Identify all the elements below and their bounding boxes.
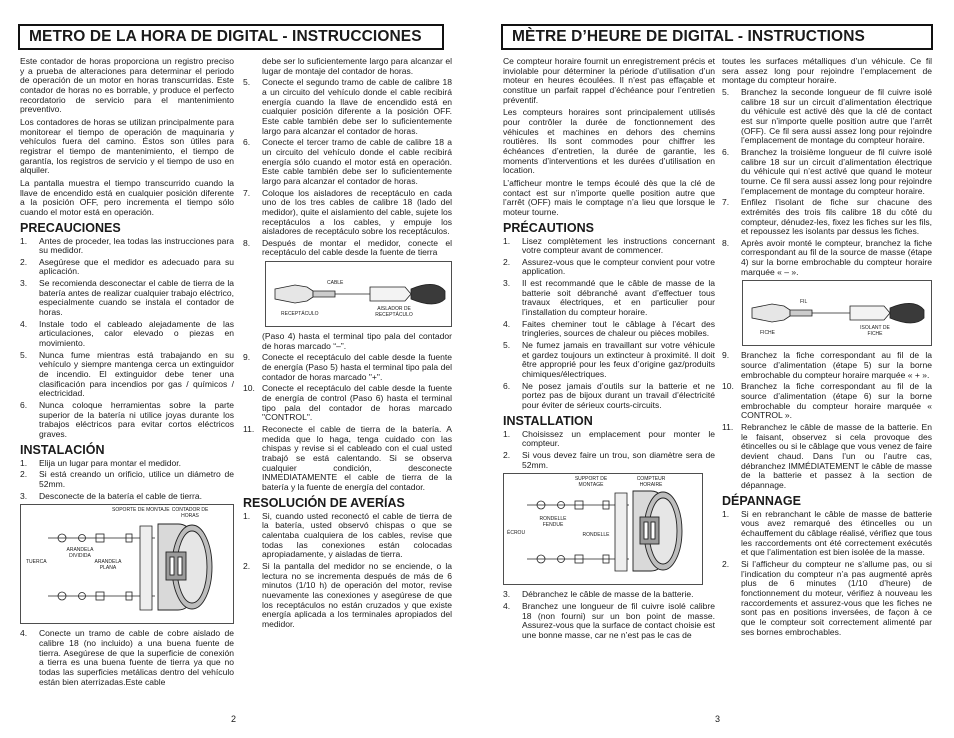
item-text: Nunca fume mientras está trabajando en su vehículo y siempre mantenga cerca un extinguidor de incendio. El extinguidor debe tener una clasificación para incendios por gas / químicos / electricidad. — [39, 349, 234, 399]
item-number: 3. — [20, 278, 28, 289]
continued-text: toutes les surfaces métalliques d’un véhicule. Ce fil sera assez long pour rejoindre l’emplacement de montage du compteur horaire. — [722, 56, 932, 86]
item-number: 8. — [722, 237, 730, 248]
list-item — [243, 425, 452, 493]
item-text: Branchez la seconde longueur de fil cuivre isolé calibre 18 sur un circuit d’alimentation électrique du véhicule est activé dès que la clé de contact est sur n’importe quelle position autre que l’arrêt (OFF). Ce fil sera aussi assez long pour rejoindre l’emplacement de montage du compteur horaire. — [741, 86, 932, 146]
resolucion-list — [243, 512, 452, 630]
installation-list-a — [503, 430, 715, 471]
continued-text: debe ser lo suficientemente largo para alcanzar el lugar de montaje del contador de horas. — [262, 56, 452, 76]
section-heading-depannage: DÉPANNAGE — [722, 493, 801, 508]
item-number: 6. — [503, 380, 511, 391]
item-number: 2. — [20, 256, 28, 267]
list-item — [20, 470, 234, 489]
list-item — [20, 459, 234, 469]
intro — [503, 57, 715, 218]
item-text: Conecte un tramo de cable de cobre aislado de calibre 18 (no incluido) a una buena fuente de tierra. Asegúrese de que la superficie de conexión a tierra es una buena fuente de tierra ya que no todas las superficies metálicas dentro del vehículo están bien aterrizadas.Este cable — [39, 628, 234, 687]
item-text: Si vous devez faire un trou, son diamètre sera de 52mm. — [522, 449, 715, 470]
item-number: 1. — [20, 235, 28, 246]
list-item — [503, 341, 715, 380]
paragraph: L’afficheur montre le temps écoulé dès que la clé de contact est sur n’importe quelle position autre que l’arrêt (OFF) mais le comptage n’a lieu que lorsque le moteur tourne. — [503, 177, 715, 217]
instalacion-list-a — [20, 459, 234, 502]
column-1 — [503, 57, 715, 643]
list-item — [243, 353, 452, 382]
item-number: 1. — [722, 508, 730, 519]
paragraph: Ce compteur horaire fournit un enregistrement précis et inviolable pour déterminer la période d’utilisation d’un moteur en heures écoulées. Il n’est pas effaçable et constitue un parfait rappel d’échéance pour l’entretien préventif. — [503, 56, 715, 105]
label-nut: TUERCA — [26, 559, 47, 566]
page-title: MÈTRE D’HEURE DE DIGITAL - INSTRUCTIONS — [501, 24, 933, 50]
receptacle-diagram — [742, 280, 932, 346]
list-item — [20, 258, 234, 277]
list-item — [503, 590, 715, 600]
item-number: 3. — [20, 490, 28, 501]
item-number: 3. — [503, 589, 511, 600]
section-heading-resolucion: RESOLUCIÓN DE AVERÍAS — [243, 495, 405, 510]
item-text: Branchez une longueur de fil cuivre isolé calibre 18 (non fourni) sur un bon point de masse. Assurez-vous que la surface de contact choisie est une bonne masse, car ne n’est pas le cas de — [522, 600, 715, 640]
mounting-diagram — [503, 473, 703, 585]
page-title: METRO DE LA HORA DE DIGITAL - INSTRUCCIONES — [18, 24, 444, 50]
item-text: Branchez la fiche correspondant au fil de la source d’alimentation (étape 6) sur la borne embrochable du compteur horaire marquée « CONTROL ». — [741, 381, 932, 421]
item-text: Desconecte de la batería el cable de tierra. — [39, 490, 202, 501]
item-number: 4. — [503, 318, 511, 329]
list-item — [243, 138, 452, 186]
list-item — [722, 423, 932, 491]
label-split-washer: ARANDELA DIVIDIDA — [66, 547, 94, 559]
continued-text-2: (Paso 4) hasta el terminal tipo pala del contador de horas marcado “–”. — [262, 331, 452, 351]
item-text: Assurez-vous que le compteur convient pour votre application. — [522, 256, 715, 277]
item-number: 11. — [243, 424, 255, 435]
label-receptacle: RECEPTÁCULO — [281, 311, 319, 318]
item-number: 7. — [243, 187, 251, 198]
item-number: 10. — [722, 381, 734, 392]
item-number: 2. — [243, 560, 251, 571]
item-number: 6. — [722, 146, 730, 157]
label-flat-washer: RONDELLE — [582, 532, 610, 539]
label-cable: CABLE — [327, 280, 344, 287]
installation-list-c — [722, 88, 932, 277]
list-item — [243, 562, 452, 630]
label-receptacle: FICHE — [760, 330, 775, 337]
list-item — [503, 258, 715, 277]
list-item — [503, 451, 715, 470]
page-number: 2 — [231, 714, 237, 724]
item-number: 11. — [722, 422, 734, 433]
item-number: 4. — [503, 600, 511, 611]
mounting-diagram — [20, 504, 234, 624]
section-heading-installation: INSTALLATION — [503, 413, 593, 428]
item-text: Après avoir monté le compteur, branchez la fiche correspondant au fil de la source de masse (étape 4) sur la borne embrochable du compteur horaire marquée « – ». — [741, 237, 932, 277]
list-item — [722, 148, 932, 196]
list-item — [20, 351, 234, 399]
item-number: 3. — [503, 278, 511, 289]
instalacion-list-b — [20, 629, 234, 687]
item-text: Conecte el segundo tramo de cable de calibre 18 a un circuito del vehículo donde el cable recibirá energía cuando la llave de encendido está en cualquier posición diferente a la posición OFF. Este cable también debe ser lo suficientemente largo para alcanzar el contador de horas. — [262, 77, 452, 136]
list-item — [722, 198, 932, 237]
item-text: Choisissez un emplacement pour monter le compteur. — [522, 428, 715, 449]
instalacion-list-c — [243, 78, 452, 258]
item-number: 6. — [243, 137, 251, 148]
item-text: Ne posez jamais d’outils sur la batterie et ne portez pas de bijoux durant un travail d’électricité pour éviter de sérieux courts-circuits. — [522, 380, 715, 410]
item-number: 8. — [243, 237, 251, 248]
list-item — [722, 560, 932, 637]
item-text: Il est recommandé que le câble de masse de la batterie soit débranché avant d’effectuer tous travaux électriques, et en particulier pour l’installation du compteur horaire. — [522, 278, 715, 318]
paragraph: Les compteurs horaires sont principalement utilisés pour contrôler la durée de fonctionnement des véhicules et machines en dehors des chemins routières. Ils sont commodes pour chiffrer les échéances d’entretien, la durée de garantie, les moments d’interventions et les durées d’utilisation en location. — [503, 107, 715, 176]
item-number: 9. — [722, 350, 730, 361]
list-item — [243, 512, 452, 560]
item-text: Instale todo el cableado alejadamente de las articulaciones, calor elevado o piezas en movimiento. — [39, 318, 234, 349]
item-text: Si en rebranchant le câble de masse de batterie vous avez remarqué des étincelles ou un échauffement du câblage réalisé, vérifiez que tous les raccordements ont été correctement exécutés et que l’alimentation est bien isolée de la masse. — [741, 508, 932, 558]
item-text: Reconecte el cable de tierra de la batería. A medida que lo haga, tenga cuidado con las chispas y revise si el cableado con el cual usted trabajó se está calentando. Si se observa cualquier condición, desconecte INMEDIATAMENTE el cable de tierra de la batería y la fuente de energía del contador. — [262, 424, 452, 492]
item-number: 10. — [243, 383, 255, 394]
list-item — [503, 320, 715, 339]
item-text: Conecte el receptáculo del cable desde la fuente de energía de control (Paso 6) hasta el terminal tipo pala del contador de horas marcado "CONTROL". — [262, 383, 452, 423]
item-text: Conecte el receptáculo del cable desde la fuente de energía (Paso 5) hasta el terminal tipo pala del contador de horas marcado "+". — [262, 352, 452, 382]
item-number: 1. — [20, 457, 28, 468]
item-number: 5. — [20, 349, 28, 360]
item-text: Después de montar el medidor, conecte el receptáculo del cable desde la fuente de tierra — [262, 237, 452, 258]
item-number: 1. — [503, 428, 511, 439]
item-text: Branchez la troisième longueur de fil cuivre isolé calibre 18 sur un circuit d’alimentation électrique du véhicule qui n’est activé que quand le moteur tourne. Ce fil sera aussi assez long pour rejoindre l’emplacement de montage du compteur horaire. — [741, 146, 932, 196]
label-cable: FIL — [800, 299, 808, 306]
item-text: Ne fumez jamais en travaillant sur votre véhicule et gardez toujours un extincteur à proximité. Il doit être approprié pour les feux d’origine gaz/produits chimiques/électriques. — [522, 340, 715, 380]
installation-list-d — [722, 351, 932, 490]
item-number: 5. — [722, 86, 730, 97]
column-1 — [20, 57, 234, 689]
label-insulator: ISOLANT DE FICHE — [860, 325, 890, 338]
column-2 — [243, 57, 452, 632]
label-meter: CONTADOR DE HORAS — [171, 507, 209, 519]
section-heading-precautions: PRÉCAUTIONS — [503, 220, 594, 235]
list-item — [243, 239, 452, 258]
item-text: Lisez complètement les instructions concernant votre compteur avant de commencer. — [522, 235, 715, 256]
section-heading-precauciones: PRECAUCIONES — [20, 220, 121, 235]
paragraph: Los contadores de horas se utilizan principalmente para monitorear el tiempo de operación de maquinaria y vehículos fuera del camino. Éstos son útiles para registrar el tiempo de mantenimiento, el tiempo de garantía, los registros de servicio y el tiempo de uso en alquiler. — [20, 116, 234, 176]
item-text: Branchez la fiche correspondant au fil de la source d’alimentation (étape 5) sur la borne embrochable du compteur horaire marquée « + ». — [741, 350, 932, 380]
label-meter: COMPTEUR HORAIRE — [636, 476, 666, 488]
item-number: 6. — [20, 400, 28, 410]
item-number: 9. — [243, 352, 251, 363]
label-bracket: SOPORTE DE MONTAJE — [112, 507, 170, 514]
instalacion-list-d — [243, 353, 452, 492]
label-bracket: SUPPORT DE MONTAGE — [574, 476, 608, 488]
paragraph: Este contador de horas proporciona un registro preciso y a prueba de alteraciones para determinar el periodo de operación de un motor en horas transcurridas. Este contador de horas no es borrable, y produce el perfecto recordatorio de servicio para el mantenimiento preventivo. — [20, 56, 234, 115]
item-text: Conecte el tercer tramo de cable de calibre 18 a un circuito del vehículo donde el cable recibirá energía sólo cuando el motor está en operación. Este cable también debe ser lo suficientemente largo para alcanzar el contador de horas. — [262, 137, 452, 186]
item-number: 2. — [20, 469, 28, 480]
item-text: Coloque los aisladores de receptáculo en cada uno de los tres cables de calibre 18 (lado del medidor), quite el aislamiento del cable, sujete los receptáculos a los cables, y empuje los aisladores de receptáculo sobre los receptáculos. — [262, 187, 452, 237]
french-page — [477, 0, 954, 738]
list-item — [722, 351, 932, 380]
list-item — [20, 492, 234, 502]
precauciones-list — [20, 237, 234, 440]
list-item — [722, 239, 932, 278]
item-text: Si está creando un orificio, utilice un diámetro de 52mm. — [39, 469, 234, 489]
list-item — [503, 279, 715, 318]
item-text: Si la pantalla del medidor no se enciende, o la lectura no se incrementa después de más de 6 minutos (1/10 h) de operación del motor, revise nuevamente las conexiones y asegúrese de que los receptáculos no están cruzados y que existe energía aplicada a los terminales apropiados del medidor. — [262, 560, 452, 629]
list-item — [722, 382, 932, 421]
item-number: 1. — [243, 510, 251, 521]
depannage-list — [722, 510, 932, 638]
label-flat-washer: ARANDELA PLANA — [94, 559, 122, 571]
list-item — [20, 401, 234, 440]
label-insulator: AISLADOR DE RECEPTÁCULO — [375, 306, 413, 318]
item-text: Rebranchez le câble de masse de la batterie. En le faisant, observez si cela provoque des étincelles ou si le câblage que vous venez de faire devient chaud. Dans l’un ou l’autre cas, débranchez IMMÉDIATEMENT le câble de masse de la batterie et passez à la section de dépannage. — [741, 422, 932, 490]
paragraph: La pantalla muestra el tiempo transcurrido cuando la llave de encendido está en cualquier posición diferente a la posición OFF, pero incrementa el tiempo sólo cuando el motor está en operación. — [20, 177, 234, 217]
list-item — [20, 279, 234, 318]
list-item — [503, 602, 715, 641]
item-number: 1. — [503, 235, 511, 246]
installation-list-b — [503, 590, 715, 640]
item-text: Nunca coloque herramientas sobre la parte superior de la batería ni utilice joyas durante los trabajos eléctricos para evitar cortos eléctricos graves. — [39, 400, 234, 439]
label-split-washer: RONDELLE FENDUE — [539, 516, 567, 528]
list-item — [722, 88, 932, 146]
list-item — [243, 189, 452, 237]
item-text: Si, cuando usted reconectó el cable de tierra de la batería, usted observó chispas o que se calentaba cualquiera de los cables, revise que todas las conexiones están colocadas apropiadamente, y aisladas de tierra. — [262, 510, 452, 560]
receptacle-diagram — [265, 261, 452, 327]
item-number: 5. — [243, 77, 251, 88]
list-item — [503, 382, 715, 411]
item-text: Asegúrese que el medidor es adecuado para su aplicación. — [39, 256, 234, 277]
item-number: 4. — [20, 318, 28, 329]
intro — [20, 57, 234, 218]
item-number: 2. — [722, 558, 730, 569]
item-text: Enfilez l’isolant de fiche sur chacune des extrémités des trois fils calibre 18 du côté du compteur, dénudez-les, fixez les fiches sur les fils, et repoussez les isolants par dessus les fiches. — [741, 197, 932, 237]
page-number: 3 — [715, 714, 721, 724]
item-text: Faites cheminer tout le câblage à l’écart des tringleries, sources de chaleur ou pièces mobiles. — [522, 318, 715, 339]
list-item — [243, 78, 452, 136]
item-number: 2. — [503, 449, 511, 460]
section-heading-instalacion: INSTALACIÓN — [20, 442, 105, 457]
list-item — [722, 510, 932, 558]
item-number: 7. — [722, 197, 730, 208]
item-number: 4. — [20, 628, 28, 639]
item-text: Si l’afficheur du compteur ne s’allume pas, ou si l’indication du compteur n’a pas augmenté après plus de 6 minutes (1/10 d’heure) de fonctionnement du moteur, vérifiez à nouveau les raccordements et assurez-vous que les fiches ne sont pas en positions inversées, de façon à ce que le compteur soit correctement alimenté par ses bornes embrochables. — [741, 558, 932, 637]
item-number: 5. — [503, 340, 511, 351]
item-text: Se recomienda desconectar el cable de tierra de la batería antes de realizar cualquier trabajo eléctrico, especialmente cuando se instala el contador de horas. — [39, 278, 234, 318]
list-item — [243, 384, 452, 423]
item-number: 2. — [503, 256, 511, 267]
label-nut: ÉCROU — [507, 530, 526, 537]
list-item — [20, 320, 234, 349]
item-text: Débranchez le câble de masse de la batterie. — [522, 589, 694, 600]
list-item — [20, 237, 234, 256]
item-text: Elija un lugar para montar el medidor. — [39, 457, 182, 468]
list-item — [503, 237, 715, 256]
precautions-list — [503, 237, 715, 411]
item-text: Antes de proceder, lea todas las instrucciones para su medidor. — [39, 235, 234, 256]
column-2 — [722, 57, 932, 639]
list-item — [503, 430, 715, 449]
list-item — [20, 629, 234, 687]
